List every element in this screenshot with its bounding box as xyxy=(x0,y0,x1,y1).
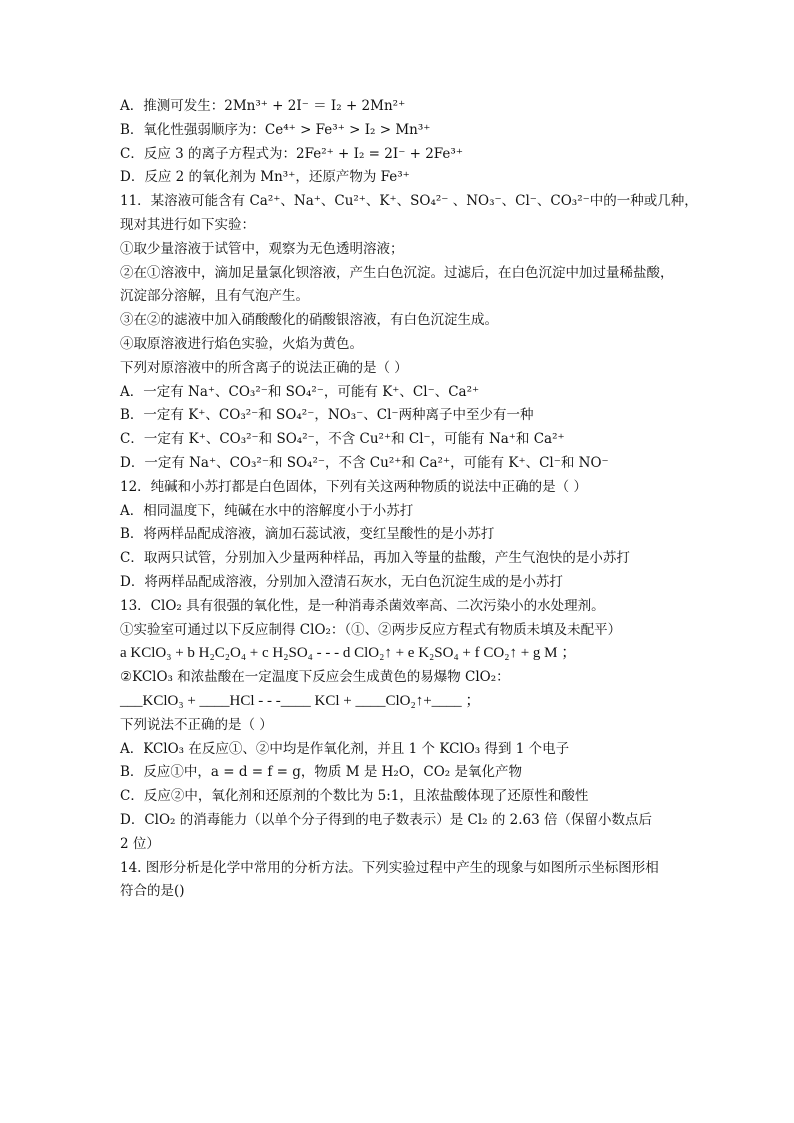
q13-option-d-cont: 2 位） xyxy=(120,835,160,852)
q11-option-d: D．一定有 Na⁺、CO₃²⁻和 SO₄²⁻，不含 Cu²⁺和 Ca²⁺，可能有 K⁺、Cl⁻和 NO⁻ xyxy=(120,454,609,471)
q12-option-d: D．将两样品配成溶液，分别加入澄清石灰水，无白色沉淀生成的是小苏打 xyxy=(120,573,563,590)
experiment-4: ④取原溶液进行焰色实验，火焰为黄色。 xyxy=(120,335,363,352)
q13-reaction-2-intro: ②KClO₃ 和浓盐酸在一定温度下反应会生成黄色的易爆物 ClO₂： xyxy=(120,669,510,686)
q12-option-c: C．取两只试管，分别加入少量两种样品，再加入等量的盐酸，产生气泡快的是小苏打 xyxy=(120,550,630,567)
question-14-stem-cont: 符合的是() xyxy=(120,883,185,900)
question-11-stem-cont: 现对其进行如下实验： xyxy=(120,216,255,233)
q11-option-c: C．一定有 K⁺、CO₃²⁻和 SO₄²⁻，不含 Cu²⁺和 Cl⁻，可能有 Na⁺和 Ca²⁺ xyxy=(120,431,565,448)
question-14-stem: 14. 图形分析是化学中常用的分析方法。下列实验过程中产生的现象与如图所示坐标图形相 xyxy=(120,859,659,876)
q12-option-b: B．将两样品配成溶液，滴加石蕊试液，变红呈酸性的是小苏打 xyxy=(120,526,495,543)
q13-option-b: B．反应①中，a = d = f = g，物质 M 是 H₂O，CO₂ 是氧化产物 xyxy=(120,764,522,781)
question-12-stem: 12．纯碱和小苏打都是白色固体，下列有关这两种物质的说法中正确的是（ ） xyxy=(120,478,587,495)
question-11-stem: 11．某溶液可能含有 Ca²⁺、Na⁺、Cu²⁺、K⁺、SO₄²⁻ 、NO₃⁻、Cl⁻、CO₃²⁻中的一种或几种， xyxy=(120,193,698,210)
option-d-line: D．反应 2 的氧化剂为 Mn³⁺，还原产物为 Fe³⁺ xyxy=(120,169,410,186)
document-page xyxy=(120,95,700,904)
q13-option-a: A．KClO₃ 在反应①、②中均是作氧化剂，并且 1 个 KClO₃ 得到 1 个电子 xyxy=(120,740,570,757)
experiment-1: ①取少量溶液于试管中，观察为无色透明溶液； xyxy=(120,240,404,257)
experiment-2-cont: 沉淀部分溶解，且有气泡产生。 xyxy=(120,288,309,305)
q12-option-a: A．相同温度下，纯碱在水中的溶解度小于小苏打 xyxy=(120,502,414,519)
q11-option-b: B．一定有 K⁺、CO₃²⁻和 SO₄²⁻，NO₃⁻、Cl⁻两种离子中至少有一种 xyxy=(120,407,534,424)
question-13-prompt: 下列说法不正确的是（ ） xyxy=(120,716,273,733)
q13-option-d: D．ClO₂ 的消毒能力（以单个分子得到的电子数表示）是 Cl₂ 的 2.63 倍（保留小数点后 xyxy=(120,811,653,828)
option-b-line: B．氧化性强弱顺序为：Ce⁴⁺ > Fe³⁺ > I₂ > Mn³⁺ xyxy=(120,121,431,138)
option-a-line: A．推测可发生：2Mn³⁺ + 2I⁻ ＝ I₂ + 2Mn²⁺ xyxy=(120,98,406,114)
experiment-3: ③在②的滤液中加入硝酸酸化的硝酸银溶液，有白色沉淀生成。 xyxy=(120,312,498,329)
question-13-stem: 13．ClO₂ 具有很强的氧化性，是一种消毒杀菌效率高、二次污染小的水处理剂。 xyxy=(120,597,605,614)
q13-equation-2: ___KClO₃ + ____HCl - - -____ KCl + ____ClO₂↑+____ ； xyxy=(120,692,481,709)
q13-reaction-1-intro: ①实验室可通过以下反应制得 ClO₂：（①、②两步反应方程式有物质未填及未配平） xyxy=(120,621,622,638)
question-11-prompt: 下列对原溶液中的所含离子的说法正确的是（ ） xyxy=(120,359,408,376)
q13-equation-1: a KClO₃ + b H₂C₂O₄ + c H₂SO₄ - - - d ClO₂↑ + e K₂SO₄ + f CO₂↑ + g M ； xyxy=(120,645,577,662)
experiment-2: ②在①溶液中，滴加足量氯化钡溶液，产生白色沉淀。过滤后，在白色沉淀中加过量稀盐酸， xyxy=(120,264,674,281)
option-c-line: C．反应 3 的离子方程式为：2Fe²⁺ + I₂ = 2I⁻ + 2Fe³⁺ xyxy=(120,145,463,162)
q13-option-c: C．反应②中，氧化剂和还原剂的个数比为 5:1，且浓盐酸体现了还原性和酸性 xyxy=(120,788,589,805)
q11-option-a: A．一定有 Na⁺、CO₃²⁻和 SO₄²⁻，可能有 K⁺、Cl⁻、Ca²⁺ xyxy=(120,383,480,400)
